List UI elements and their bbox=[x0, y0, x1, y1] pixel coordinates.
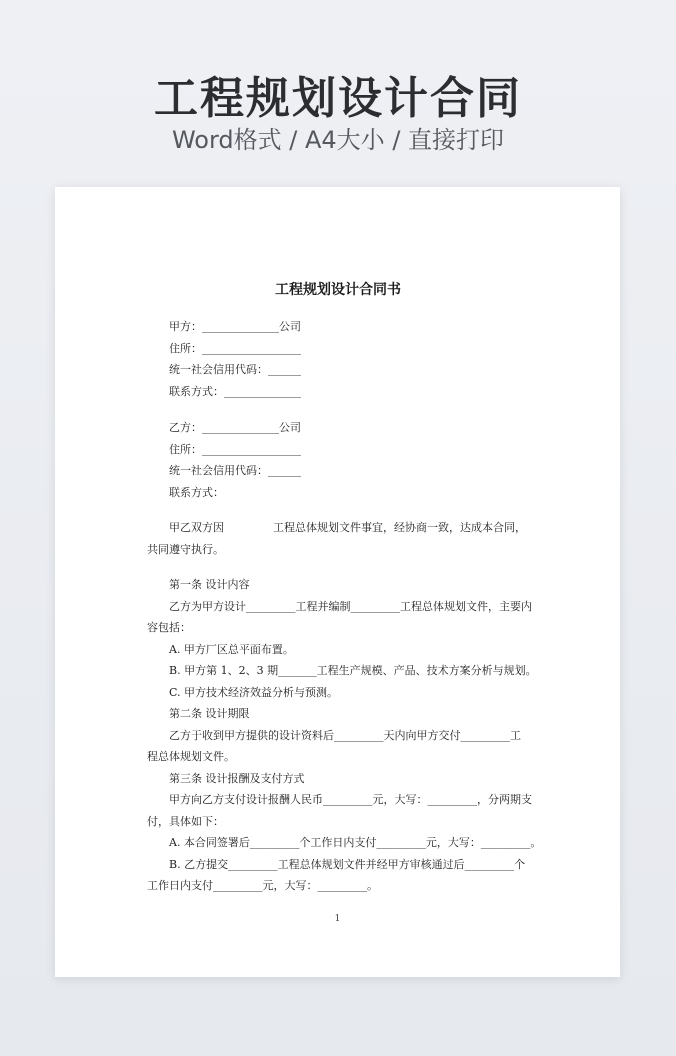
article-3-item-b-line-2: 工作日内支付_________元，大写：_________。 bbox=[147, 879, 378, 892]
article-3-item-a: A. 本合同签署后_________个工作日内支付_________元，大写：_________。 bbox=[169, 836, 542, 849]
header-title: 工程规划设计合同 bbox=[154, 73, 522, 124]
article-1-line-1: 乙方为甲方设计_________工程并编制_________工程总体规划文件，主要内 bbox=[169, 600, 532, 613]
party-a-address: 住所：__________________ bbox=[169, 342, 301, 355]
article-2-line-2: 程总体规划文件。 bbox=[147, 750, 235, 763]
article-2-heading: 第二条 设计期限 bbox=[169, 707, 250, 720]
party-a-credit-code: 统一社会信用代码：______ bbox=[169, 363, 301, 376]
party-a-name: 甲方：______________公司 bbox=[169, 320, 301, 333]
article-3-heading: 第三条 设计报酬及支付方式 bbox=[169, 772, 305, 785]
party-b-address: 住所：__________________ bbox=[169, 443, 301, 456]
article-1-line-2: 容包括： bbox=[147, 621, 191, 634]
document-page bbox=[55, 187, 620, 977]
article-3-item-b-line-1: B. 乙方提交_________工程总体规划文件并经甲方审核通过后_________个 bbox=[169, 858, 526, 871]
party-b-credit-code: 统一社会信用代码：______ bbox=[169, 464, 301, 477]
article-3-line-1: 甲方向乙方支付设计报酬人民币_________元，大写：_________，分两期支 bbox=[169, 793, 532, 806]
article-2-line-1: 乙方于收到甲方提供的设计资料后_________天内向甲方交付_________工 bbox=[169, 729, 521, 742]
preamble-line-2: 共同遵守执行。 bbox=[147, 543, 224, 556]
article-1-item-a: A. 甲方厂区总平面布置。 bbox=[169, 643, 294, 656]
article-3-line-2: 付，具体如下： bbox=[147, 815, 224, 828]
page-number: 1 bbox=[334, 914, 341, 924]
party-b-contact: 联系方式： bbox=[169, 486, 224, 499]
party-b-name: 乙方：______________公司 bbox=[169, 421, 301, 434]
header-subtitle: Word格式 / A4大小 / 直接打印 bbox=[171, 126, 505, 154]
article-1-item-b: B. 甲方第 1、2、3 期_______工程生产规模、产品、技术方案分析与规划。 bbox=[169, 664, 537, 677]
article-1-heading: 第一条 设计内容 bbox=[169, 578, 250, 591]
party-a-contact: 联系方式：______________ bbox=[169, 385, 301, 398]
document-title: 工程规划设计合同书 bbox=[275, 282, 401, 298]
preamble-line-1: 甲乙双方因 工程总体规划文件事宜，经协商一致，达成本合同， bbox=[169, 521, 526, 534]
article-1-item-c: C. 甲方技术经济效益分析与预测。 bbox=[169, 686, 339, 699]
